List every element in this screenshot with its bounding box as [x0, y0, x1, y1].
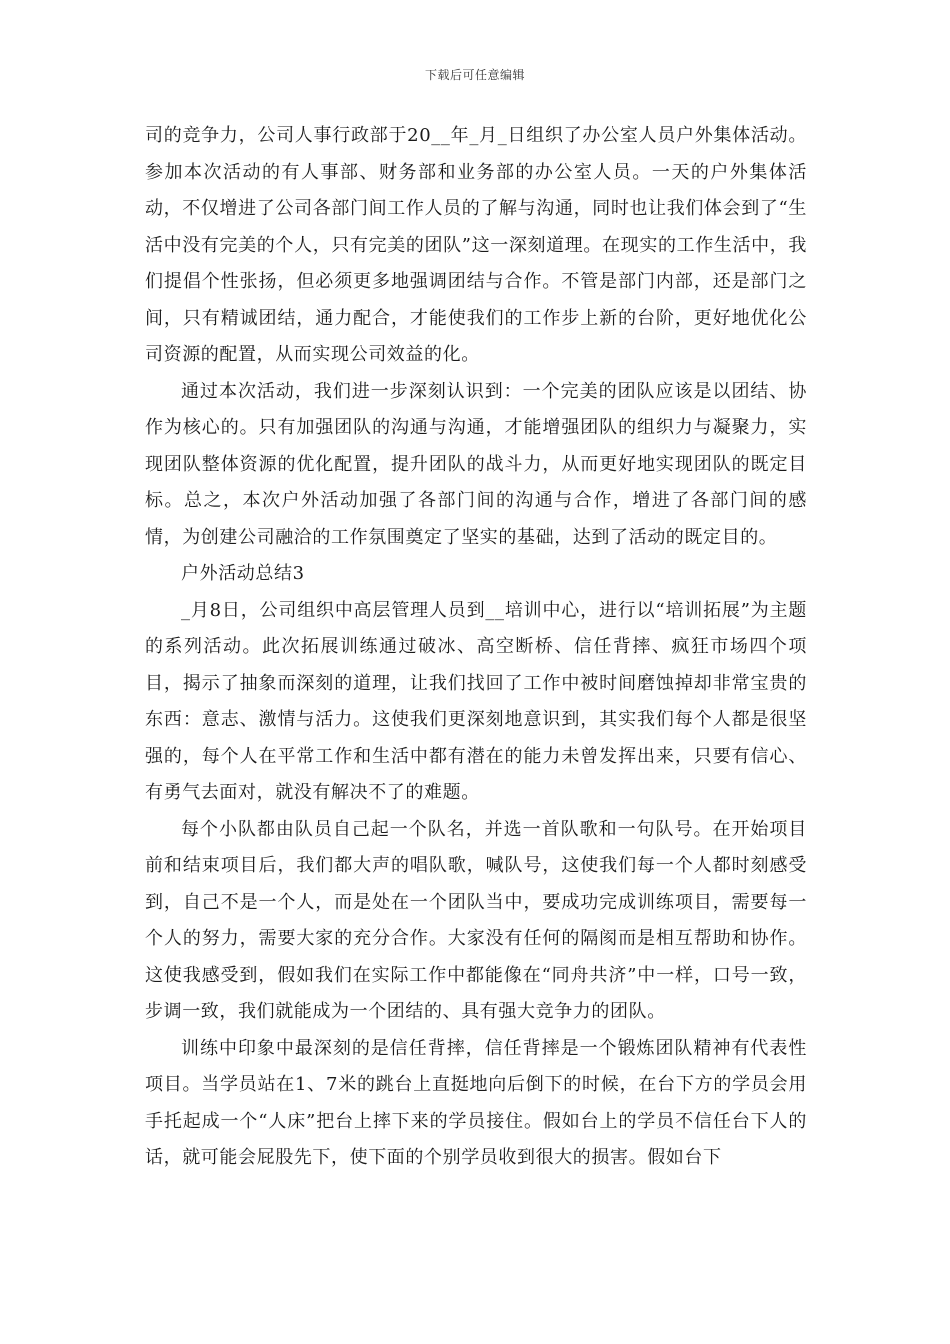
paragraph-activity-insight: 通过本次活动，我们进一步深刻认识到：一个完美的团队应该是以团结、协作为核心的。只有加强团队的沟通与沟通，才能增强团队的组织力与凝聚力，实现团队整体资源的优化配置，提升团队的战斗力，从而更好地实现团队的既定目标。总之，本次户外活动加强了各部门间的沟通与合作，增进了各部门间的感情，为创建公司融洽的工作氛围奠定了坚实的基础，达到了活动的既定目的。	[145, 380, 807, 548]
paragraph-trust-fall: 训练中印象中最深刻的是信任背摔，信任背摔是一个锻炼团队精神有代表性项目。当学员站在1、7米的跳台上直挺地向后倒下的时候，在台下方的学员会用手托起成一个“人床”把台上摔下来的学员接住。假如台上的学员不信任台下人的话，就可能会屁股先下，使下面的个别学员收到很大的损害。假如台下	[145, 1037, 807, 1168]
paragraph-training-intro: _月8日，公司组织中高层管理人员到__培训中心，进行以“培训拓展”为主题的系列活动。此次拓展训练通过破冰、高空断桥、信任背摔、疯狂市场四个项目，揭示了抽象而深刻的道理，让我们找回了工作中被时间磨蚀掉却非常宝贵的东西：意志、激情与活力。这使我们更深刻地意识到，其实我们每个人都是很坚强的，每个人在平常工作和生活中都有潜在的能力未曾发挥出来，只要有信心、有勇气去面对，就没有解决不了的难题。	[145, 599, 807, 803]
paragraph-team-song: 每个小队都由队员自己起一个队名，并选一首队歌和一句队号。在开始项目前和结束项目后，我们都大声的唱队歌，喊队号，这使我们每一个人都时刻感受到，自己不是一个人，而是处在一个团队当中，要成功完成训练项目，需要每一个人的努力，需要大家的充分合作。大家没有任何的隔阂而是相互帮助和协作。这使我感受到，假如我们在实际工作中都能像在“同舟共济”中一样，口号一致，步调一致，我们就能成为一个团结的、具有强大竞争力的团队。	[145, 818, 807, 1022]
paragraph-continued: 司的竞争力，公司人事行政部于20__年_月_日组织了办公室人员户外集体活动。参加本次活动的有人事部、财务部和业务部的办公室人员。一天的户外集体活动，不仅增进了公司各部门间工作人员的了解与沟通，同时也让我们体会到了“生活中没有完美的个人，只有完美的团队”这一深刻道理。在现实的工作生活中，我们提倡个性张扬，但必须更多地强调团结与合作。不管是部门内部，还是部门之间，只有精诚团结，通力配合，才能使我们的工作步上新的台阶，更好地优化公司资源的配置，从而实现公司效益的化。	[145, 125, 807, 365]
document-body	[145, 118, 807, 1177]
section-heading: 户外活动总结3	[181, 563, 305, 584]
page-header: 下载后可任意编辑	[424, 68, 525, 82]
